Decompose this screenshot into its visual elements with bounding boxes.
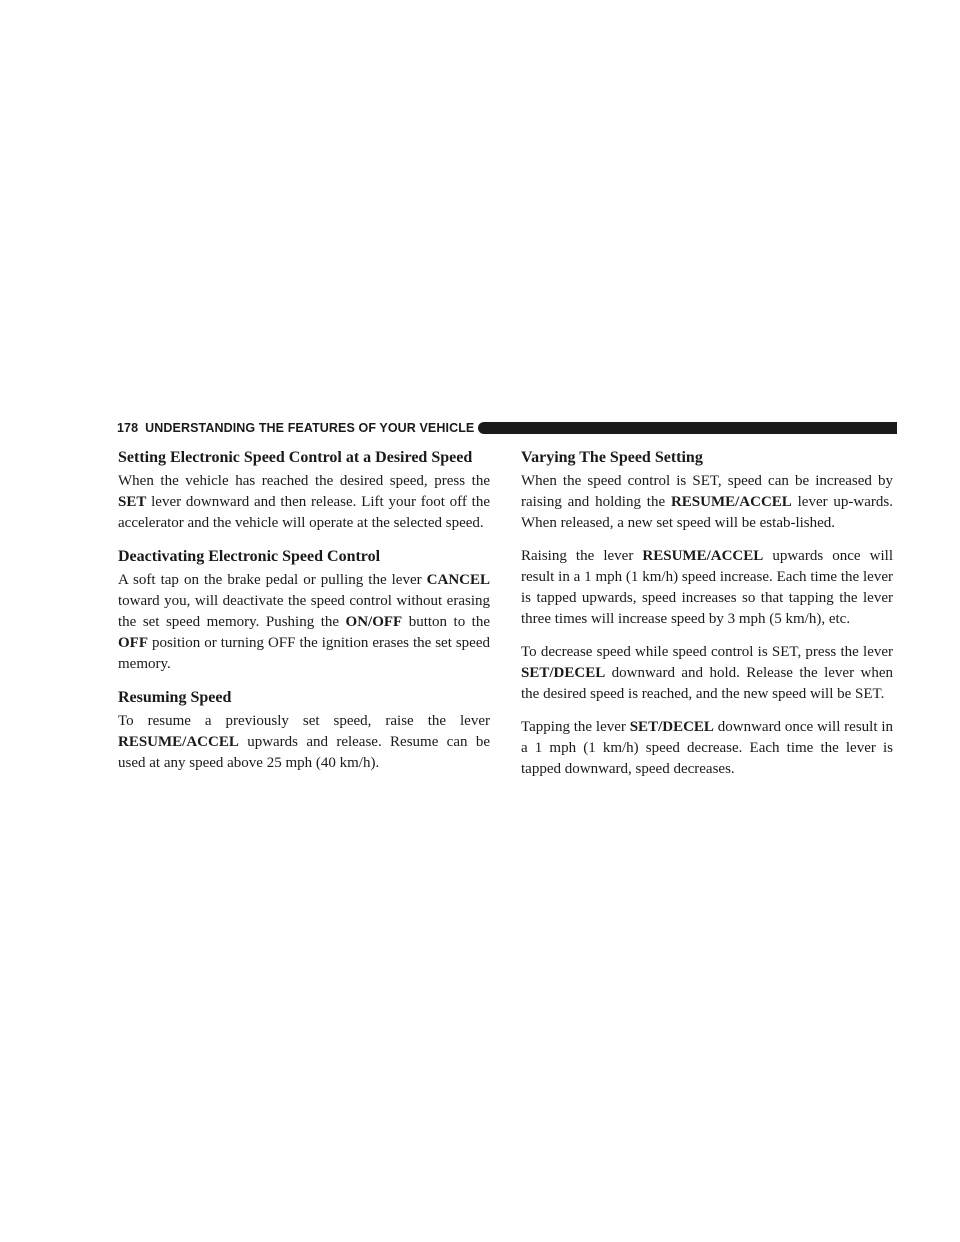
paragraph xyxy=(521,546,893,630)
section-heading: Varying The Speed Setting xyxy=(521,449,703,466)
text-run: upwards once will result in a 1 mph (1 km/h) speed increase. Each time the lever is tapped upwards, speed increases so that tapping the lever three times will increase speed by 3 mph (5 km/h), etc. xyxy=(521,548,893,627)
text-run: When the vehicle has reached the desired speed, press the xyxy=(118,473,490,489)
text-run: button to the xyxy=(402,614,491,630)
right-column xyxy=(521,448,893,780)
keyword-set: SET xyxy=(118,494,147,510)
text-run: downward once will result in a 1 mph (1 km/h) speed decrease. Each time the lever is tapped downward, speed decreases. xyxy=(521,719,893,777)
paragraph xyxy=(521,471,893,534)
text-run: To resume a previously set speed, raise the lever xyxy=(118,713,490,729)
text-run: toward you, will deactivate the speed control without erasing the set speed memory. Pushing the xyxy=(118,593,490,630)
section-heading: Setting Electronic Speed Control at a Desired Speed xyxy=(118,449,473,466)
keyword-off: OFF xyxy=(118,635,148,651)
section-setting-speed xyxy=(118,448,490,534)
text-run: upwards and release. Resume can be used at any speed above 25 mph (40 km/h). xyxy=(118,734,490,771)
text-run: When the speed control is SET, speed can be increased by raising and holding the xyxy=(521,473,893,510)
page-number: 178 xyxy=(117,421,139,435)
paragraph xyxy=(118,471,490,534)
text-run: downward and hold. Release the lever when the desired speed is reached, and the new speed will be SET. xyxy=(521,665,893,702)
section-title: UNDERSTANDING THE FEATURES OF YOUR VEHICLE xyxy=(145,421,475,435)
text-run: Raising the lever xyxy=(521,548,643,564)
keyword-resume-accel: RESUME/ACCEL xyxy=(642,548,764,564)
section-varying-speed xyxy=(521,448,893,780)
text-run: A soft tap on the brake pedal or pulling the lever xyxy=(118,572,427,588)
section-resuming xyxy=(118,688,490,774)
text-run: lever up-wards. When released, a new set speed will be estab-lished. xyxy=(521,494,893,531)
keyword-cancel: CANCEL xyxy=(426,572,490,588)
page-header xyxy=(117,418,897,438)
keyword-resume-accel: RESUME/ACCEL xyxy=(670,494,792,510)
text-run: Tapping the lever xyxy=(521,719,630,735)
keyword-resume-accel: RESUME/ACCEL xyxy=(118,734,239,750)
text-run: position or turning OFF the ignition erases the set speed memory. xyxy=(118,635,490,672)
header-bar xyxy=(478,422,897,434)
paragraph xyxy=(521,717,893,780)
section-heading: Resuming Speed xyxy=(118,689,232,706)
paragraph xyxy=(118,570,490,675)
text-run: To decrease speed while speed control is SET, press the lever xyxy=(521,644,893,660)
paragraph xyxy=(521,642,893,705)
paragraph xyxy=(118,711,490,774)
text-run: lever downward and then release. Lift your foot off the accelerator and the vehicle will operate at the selected speed. xyxy=(118,494,490,531)
keyword-set-decel: SET/DECEL xyxy=(521,665,606,681)
section-deactivating xyxy=(118,547,490,675)
keyword-set-decel: SET/DECEL xyxy=(629,719,714,735)
section-heading: Deactivating Electronic Speed Control xyxy=(118,548,381,565)
keyword-on-off: ON/OFF xyxy=(345,614,403,630)
left-column xyxy=(118,448,490,774)
